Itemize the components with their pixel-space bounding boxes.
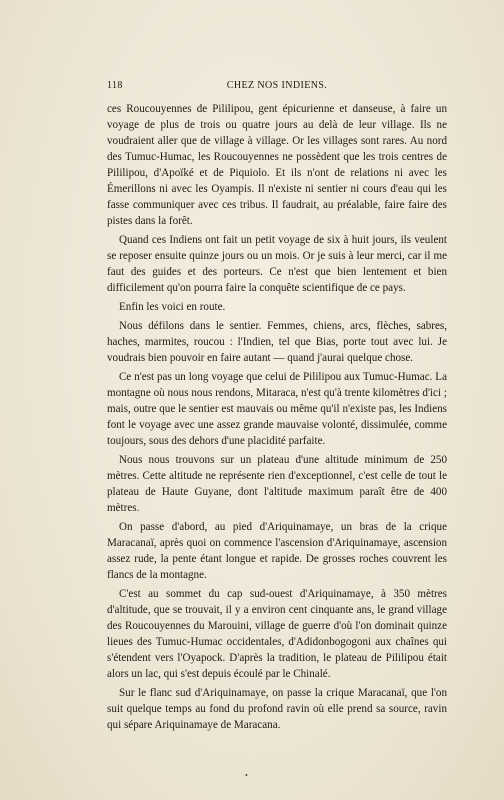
paragraph: C'est au sommet du cap sud-ouest d'Ariquinamaye, à 350 mètres d'altitude, que se trouvait, il y a environ cent cinquante ans, le grand village des Roucouyennes du Marouini, village de guerre d'où l'on dominait quinze lieues des Tumuc-Humac occidentales, d'Adidonbogogoni aux chaînes qui s'étendent vers l'Oyapock. D'après la tradition, le plateau de Pililipou était alors un lac, qui s'est depuis écoulé par le Chinalé. — [107, 587, 447, 681]
body-text — [107, 101, 447, 736]
paragraph: Nous nous trouvons sur un plateau d'une altitude minimum de 250 mètres. Cette altitude ne représente rien d'exceptionnel, c'est celle de tout le plateau de Haute Guyane, dont l'altitude maximum paraît être de 400 mètres. — [107, 453, 447, 515]
paragraph: On passe d'abord, au pied d'Ariquinamaye, un bras de la crique Maracanaï, après quoi on commence l'ascension d'Ariquinamaye, ascension assez rude, la pente étant longue et rapide. De grosses roches couvrent les flancs de la montagne. — [107, 520, 447, 582]
running-title: CHEZ NOS INDIENS. — [226, 80, 328, 91]
paragraph: Nous défilons dans le sentier. Femmes, chiens, arcs, flèches, sabres, haches, marmites, roucou : l'Indien, tel que Bias, porte tout avec lui. Je voudrais bien pouvoir en faire autant — quand j'aurai quelque chose. — [107, 320, 447, 365]
page-number: 118 — [107, 80, 123, 91]
paragraph: Ce n'est pas un long voyage que celui de Pililipou aux Tumuc-Humac. La montagne où nous nous rendons, Mitaraca, n'est qu'à trente kilomètres d'ici ; mais, outre que le sentier est mauvais ou même qu'il n'existe pas, les Indiens font le voyage avec une assez grande mauvaise volonté, dissimulée, comme toujours, sous des dehors d'une placidité parfaite. — [107, 370, 447, 448]
page-header — [107, 80, 447, 94]
paragraph: Quand ces Indiens ont fait un petit voyage de six à huit jours, ils veulent se reposer ensuite quinze jours ou un mois. Or je suis à leur merci, car il me faut des guides et des porteurs. Ce n'est que bien lentement et bien difficilement qu'on pourra faire la conquête scientifique de ce pays. — [107, 234, 447, 295]
paragraph: Sur le flanc sud d'Ariquinamaye, on passe la crique Maracanaï, que l'on suit quelque temps au fond du profond ravin où elle prend sa source, ravin qui sépare Ariquinamaye de Maracana. — [107, 687, 447, 732]
paragraph: Enfin les voici en route. — [119, 301, 226, 314]
page-ornament: • — [245, 771, 248, 780]
paragraph: ces Roucouyennes de Pililipou, gent épicurienne et danseuse, à faire un voyage de plus de trois ou quatre jours au delà de leur village. Ils ne voudraient aller que de village à village. Or les villages sont rares. Au nord des Tumuc-Humac, les Roucouyennes ne possèdent que les trois centres de Pililipou, d'Apoïké et de Piquiolo. Et ils n'ont de relations ni avec les Émerillons ni avec les Oyampis. Il n'existe ni sentier ni cours d'eau qui les fasse communiquer avec ces tribus. Il faudrait, au préalable, faire faire des pistes dans la forêt. — [107, 103, 447, 228]
